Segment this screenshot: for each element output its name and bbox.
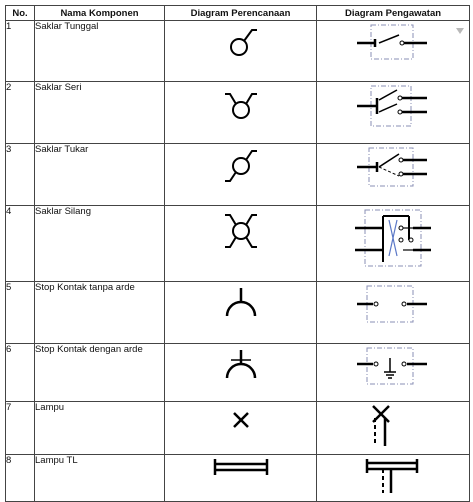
socket-symbol-icon	[221, 282, 261, 322]
wiring-cell	[317, 206, 470, 282]
row-number: 2	[6, 82, 35, 144]
header-wiring: Diagram Pengawatan	[317, 6, 470, 21]
earthed-socket-symbol-icon	[221, 344, 261, 384]
plan-cell	[165, 282, 317, 344]
table-row	[6, 455, 470, 502]
cross-switch-wiring-icon	[353, 206, 433, 270]
changeover-switch-wiring-icon	[355, 144, 431, 190]
wiring-cell	[317, 21, 470, 82]
wiring-cell	[317, 144, 470, 206]
single-switch-symbol-icon	[221, 21, 261, 61]
row-number: 1	[6, 21, 35, 82]
row-number: 4	[6, 206, 35, 282]
chevron-down-icon[interactable]	[456, 28, 464, 34]
socket-wiring-icon	[355, 282, 431, 326]
wiring-cell	[317, 282, 470, 344]
changeover-switch-symbol-icon	[221, 144, 261, 188]
header-no: No.	[6, 6, 35, 21]
table-row	[6, 282, 470, 344]
plan-cell	[165, 344, 317, 402]
header-row	[6, 6, 470, 21]
header-name: Nama Komponen	[35, 6, 165, 21]
component-name: Lampu TL	[35, 455, 165, 502]
table-row	[6, 82, 470, 144]
component-name: Saklar Seri	[35, 82, 165, 144]
lamp-wiring-icon	[363, 402, 423, 450]
row-number: 3	[6, 144, 35, 206]
component-name: Saklar Tukar	[35, 144, 165, 206]
wiring-cell	[317, 402, 470, 455]
table-row	[6, 344, 470, 402]
component-name: Lampu	[35, 402, 165, 455]
wiring-cell	[317, 82, 470, 144]
row-number: 5	[6, 282, 35, 344]
plan-cell	[165, 82, 317, 144]
row-number: 6	[6, 344, 35, 402]
table-row	[6, 144, 470, 206]
plan-cell	[165, 21, 317, 82]
table-row	[6, 21, 470, 82]
lamp-symbol-icon	[221, 402, 261, 438]
plan-cell	[165, 144, 317, 206]
row-number: 7	[6, 402, 35, 455]
component-name: Stop Kontak dengan arde	[35, 344, 165, 402]
series-switch-symbol-icon	[221, 82, 261, 126]
plan-cell	[165, 455, 317, 502]
table-row	[6, 402, 470, 455]
component-name: Stop Kontak tanpa arde	[35, 282, 165, 344]
component-name: Saklar Silang	[35, 206, 165, 282]
wiring-cell	[317, 455, 470, 502]
table-row	[6, 206, 470, 282]
plan-cell	[165, 206, 317, 282]
plan-cell	[165, 402, 317, 455]
row-number: 8	[6, 455, 35, 502]
component-name: Saklar Tunggal	[35, 21, 165, 82]
components-table	[5, 5, 470, 502]
series-switch-wiring-icon	[355, 82, 431, 130]
single-switch-wiring-icon	[355, 21, 431, 65]
fluorescent-lamp-wiring-icon	[361, 455, 425, 495]
wiring-cell	[317, 344, 470, 402]
earthed-socket-wiring-icon	[355, 344, 431, 388]
header-plan: Diagram Perencanaan	[165, 6, 317, 21]
fluorescent-lamp-symbol-icon	[209, 455, 273, 479]
cross-switch-symbol-icon	[221, 206, 261, 256]
